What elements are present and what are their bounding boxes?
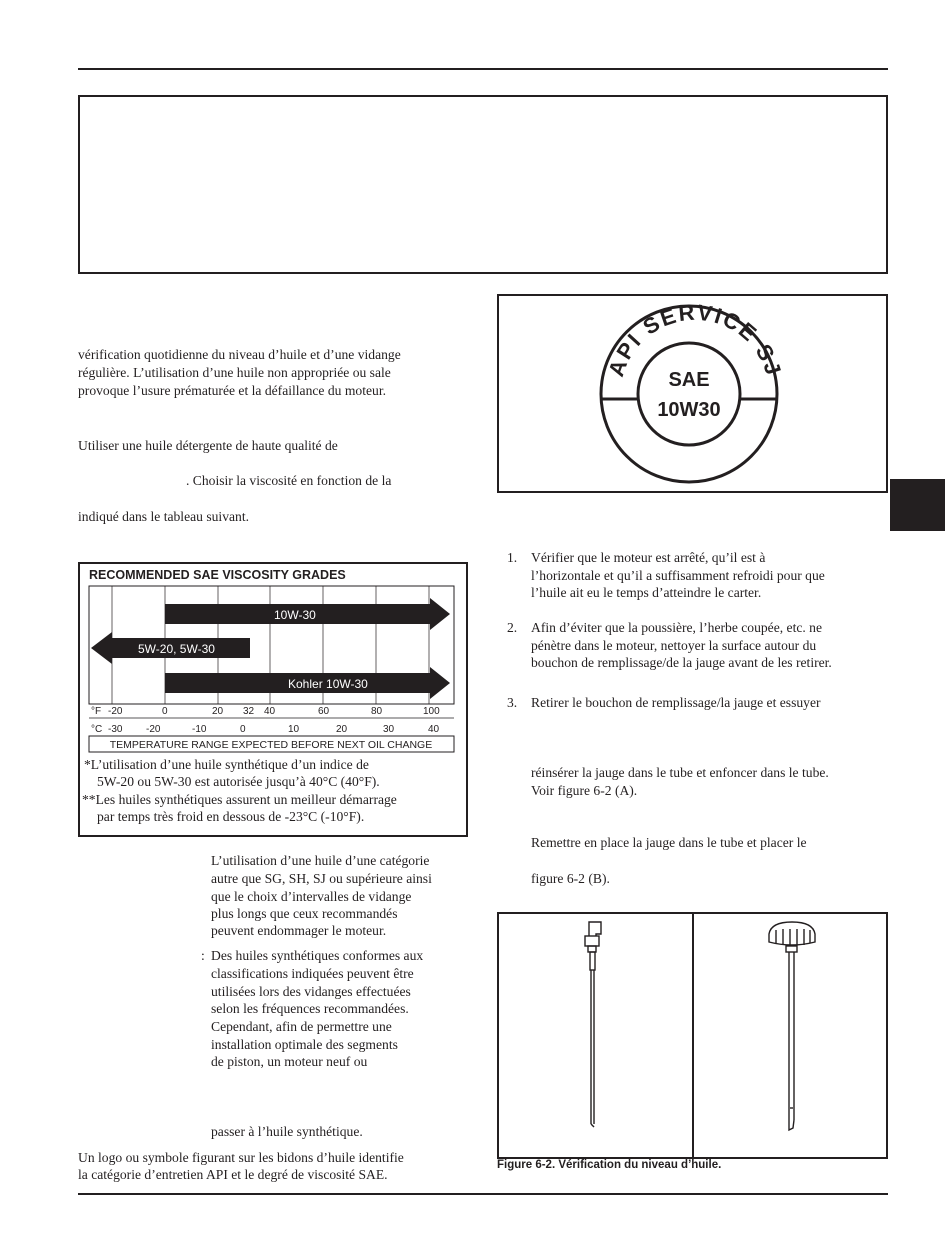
intro-line: indiqué dans le tableau suivant. [78, 509, 250, 524]
f-unit: °F [91, 706, 102, 717]
step-line: l’huile ait eu le temps d’atteindre le carter. [531, 585, 762, 600]
intro-line: régulière. L’utilisation d’une huile non appropriée ou sale [78, 365, 391, 380]
remark-line: plus longs que ceux recommandés [211, 906, 398, 921]
remark-line: de piston, un moteur neuf ou [211, 1054, 368, 1069]
remark-line: peuvent endommager le moteur. [211, 923, 387, 938]
closing-line: la catégorie d’entretien API et le degré de viscosité SAE. [78, 1167, 388, 1182]
f-tick: 60 [318, 706, 330, 717]
intro-line: provoque l’usure prématurée et la défaillance du moteur. [78, 383, 386, 398]
remark-line: passer à l’huile synthétique. [211, 1124, 363, 1139]
f-tick: 100 [423, 706, 440, 717]
step-line: Voir figure 6-2 (A). [531, 783, 638, 798]
remark-line: autre que SG, SH, SJ ou supérieure ainsi [211, 871, 432, 886]
remark-line: installation optimale des segments [211, 1037, 398, 1052]
step-line: figure 6-2 (B). [531, 871, 610, 886]
chart-note: *L’utilisation d’une huile synthétique d’un indice de [84, 757, 369, 772]
api-ring-text: API SERVICE SJ [603, 299, 787, 380]
step-line: l’horizontale et qu’il a suffisamment refroidi pour que [531, 568, 825, 583]
c-tick: 10 [288, 724, 300, 735]
api-grade: 10W30 [657, 399, 721, 421]
viscosity-chart [78, 562, 468, 762]
f-tick: -20 [108, 706, 123, 717]
step-line: bouchon de remplissage/de la jauge avant de les retirer. [531, 655, 832, 670]
remark-colon: : [201, 948, 205, 963]
step-number: 2. [507, 620, 518, 635]
svg-text:API SERVICE SJ [603, 300, 786, 380]
intro-line: vérification quotidienne du niveau d’huile et d’une vidange [78, 347, 401, 362]
step-line: Afin d’éviter que la poussière, l’herbe coupée, etc. ne [531, 620, 823, 635]
footer-rule [78, 1193, 888, 1195]
chart-note: 5W-20 ou 5W-30 est autorisée jusqu’à 40°C (40°F). [97, 774, 380, 789]
step-line: réinsérer la jauge dans le tube et enfoncer dans le tube. [531, 765, 829, 780]
remark-line: selon les fréquences recommandées. [211, 1001, 409, 1016]
chart-title: RECOMMENDED SAE VISCOSITY GRADES [89, 568, 346, 582]
closing-line: Un logo ou symbole figurant sur les bidons d’huile identifie [78, 1150, 404, 1165]
step-line: Remettre en place la jauge dans le tube et placer le [531, 835, 807, 850]
remark-line: que le choix d’intervalles de vidange [211, 889, 412, 904]
step-line: Retirer le bouchon de remplissage/la jauge et essuyer [531, 695, 821, 710]
c-tick: 40 [428, 724, 440, 735]
header-rule [78, 68, 888, 70]
c-tick: 20 [336, 724, 348, 735]
bar-label: Kohler 10W-30 [288, 677, 368, 691]
api-service-logo [497, 294, 888, 493]
chart-note: **Les huiles synthétiques assurent un meilleur démarrage [82, 792, 397, 807]
f-tick: 0 [162, 706, 168, 717]
dipstick-a [585, 922, 601, 1127]
c-tick: -10 [192, 724, 207, 735]
intro-line: . Choisir la viscosité en fonction de la [186, 473, 392, 488]
f-tick: 80 [371, 706, 383, 717]
f-tick: 20 [212, 706, 224, 717]
remark-line: L’utilisation d’une huile d’une catégorie [211, 853, 430, 868]
step-line: pénètre dans le moteur, nettoyer la surface autour du [531, 638, 817, 653]
remark-line: utilisées lors des vidanges effectuées [211, 984, 411, 999]
c-tick: 0 [240, 724, 246, 735]
bar-label: 10W-30 [274, 608, 316, 622]
dipstick-illustrations [497, 912, 888, 1159]
c-tick: 30 [383, 724, 395, 735]
step-number: 3. [507, 695, 518, 710]
intro-line: Utiliser une huile détergente de haute qualité de [78, 438, 338, 453]
c-tick: -30 [108, 724, 123, 735]
figure-caption: Figure 6-2. Vérification du niveau d’huile. [497, 1159, 722, 1171]
remark-line: Des huiles synthétiques conformes aux [211, 948, 424, 963]
f-tick: 32 [243, 706, 255, 717]
chart-note: par temps très froid en dessous de -23°C (-10°F). [97, 809, 365, 824]
f-tick: 40 [264, 706, 276, 717]
step-line: Vérifier que le moteur est arrêté, qu’il est à [531, 550, 766, 565]
remark-line: Cependant, afin de permettre une [211, 1019, 392, 1034]
warning-box [78, 95, 888, 274]
dipstick-b [769, 922, 815, 1130]
c-tick: -20 [146, 724, 161, 735]
step-number: 1. [507, 550, 518, 565]
c-unit: °C [91, 724, 103, 735]
chart-footer: TEMPERATURE RANGE EXPECTED BEFORE NEXT OIL CHANGE [109, 739, 433, 751]
api-sae: SAE [668, 369, 710, 391]
bar-label: 5W-20, 5W-30 [138, 642, 215, 656]
section-tab [890, 479, 945, 531]
remark-line: classifications indiquées peuvent être [211, 966, 414, 981]
